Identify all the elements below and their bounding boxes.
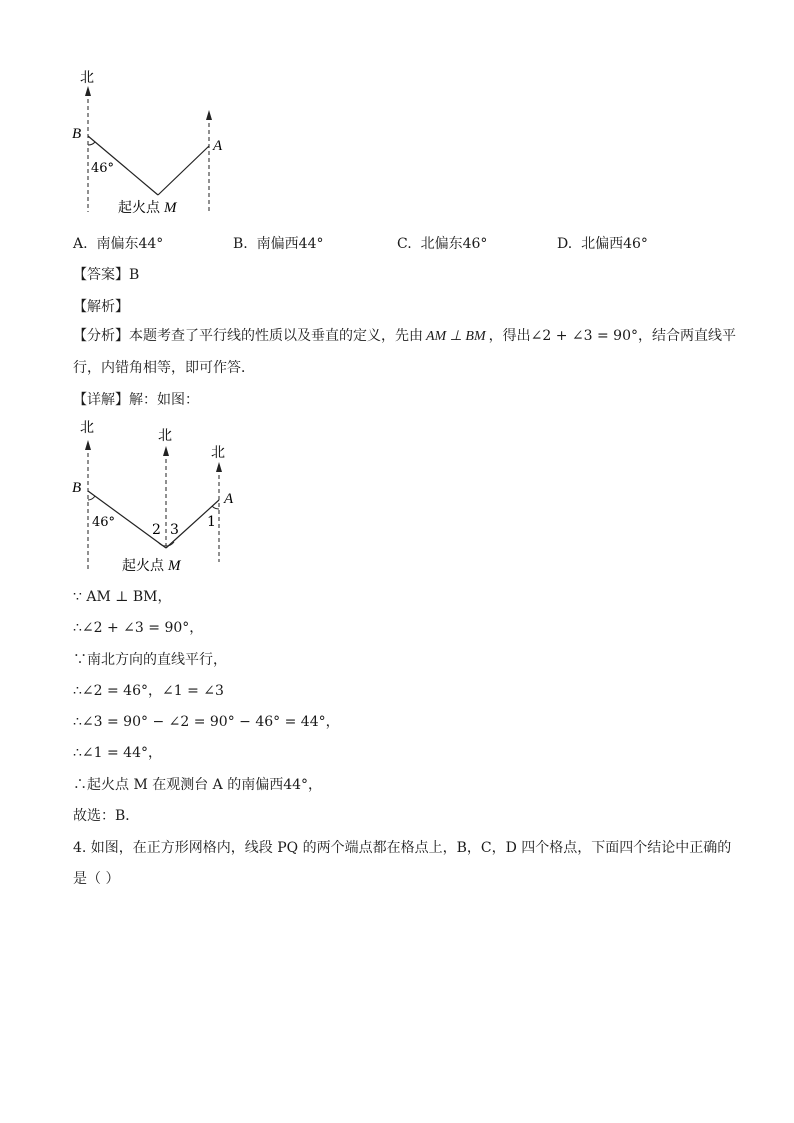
- point-b-label: B: [72, 480, 82, 496]
- answer-value: B: [129, 267, 140, 283]
- answer-line: [73, 264, 139, 284]
- option-letter: A.: [73, 236, 88, 252]
- arrow-head-a: [216, 462, 222, 472]
- angle-3-label: 3: [170, 522, 179, 538]
- option-a: [73, 233, 163, 253]
- north-label-a: 北: [211, 445, 225, 461]
- option-letter: D.: [557, 236, 573, 252]
- fenxi-line-2: 行，内错角相等，即可作答．: [73, 360, 255, 376]
- option-text: 南偏东44°: [96, 236, 164, 252]
- angle-label: 46°: [92, 515, 116, 530]
- question-4-line-2: 是（ ）: [73, 871, 120, 887]
- figure-2: [60, 412, 260, 582]
- option-letter: B.: [233, 236, 248, 252]
- angle-arc-b: [88, 496, 95, 500]
- question-4-line-1: 4. 如图，在正方形网格内，线段 PQ 的两个端点都在格点上，B，C，D 四个格点，下面四个结论中正确的: [73, 840, 732, 856]
- option-text: 北偏西46°: [581, 236, 648, 252]
- step-3: ∵南北方向的直线平行，: [73, 652, 227, 668]
- north-label-b: 北: [80, 420, 94, 436]
- origin-label: 起火点: [118, 200, 160, 216]
- answer-tag: 【答案】: [73, 267, 129, 283]
- angle-arc-a: [212, 506, 219, 509]
- fenxi-tag: 【分析】: [73, 328, 129, 344]
- arrow-head-a: [206, 110, 212, 120]
- detail-tag: 【详解】: [73, 392, 129, 408]
- option-d: [557, 233, 648, 253]
- step-8: 故选：B．: [73, 808, 140, 824]
- fenxi-line-1: [73, 326, 736, 347]
- point-b-label: B: [72, 126, 82, 142]
- origin-label: 起火点: [122, 558, 164, 574]
- angle-1-label: 1: [207, 514, 216, 530]
- fenxi-text-a: 本题考查了平行线的性质以及垂直的定义，先由: [129, 328, 423, 344]
- step-6: ∴∠1 = 44°，: [73, 745, 162, 761]
- option-c: [397, 233, 487, 253]
- fenxi-math: AM ⊥ BM: [426, 329, 486, 344]
- north-label-m: 北: [158, 428, 172, 444]
- detail-line: [73, 390, 199, 410]
- north-label: 北: [80, 70, 94, 86]
- arrow-head-b: [85, 86, 91, 96]
- step-7: ∴起火点 M 在观测台 A 的南偏西44°，: [73, 777, 323, 793]
- angle-label: 46°: [91, 161, 115, 176]
- step-5: ∴∠3 = 90° − ∠2 = 90° − 46° = 44°，: [73, 714, 340, 730]
- origin-point-label: M: [168, 558, 181, 574]
- point-a-label: A: [213, 138, 223, 154]
- detail-text: 解：如图：: [129, 392, 199, 408]
- arrow-head-m: [163, 446, 169, 456]
- step-4: ∴∠2 = 46°，∠1 = ∠3: [73, 683, 224, 699]
- option-text: 南偏西44°: [256, 236, 324, 252]
- arrow-head-b: [85, 440, 91, 450]
- step-1: ∵ AM ⊥ BM，: [73, 589, 172, 605]
- option-text: 北偏东46°: [420, 236, 488, 252]
- analysis-tag: 【解析】: [73, 299, 129, 315]
- fenxi-text-b: ，得出∠2 + ∠3 = 90°，结合两直线平: [488, 328, 736, 344]
- option-b: [233, 233, 323, 253]
- step-2: ∴∠2 + ∠3 = 90°，: [73, 620, 204, 636]
- angle-arc: [88, 142, 95, 145]
- origin-point-label: M: [164, 200, 177, 216]
- figure-1: [60, 62, 240, 222]
- segment-ma: [158, 146, 209, 195]
- point-a-label: A: [224, 491, 234, 507]
- angle-2-label: 2: [152, 522, 161, 538]
- option-letter: C.: [397, 236, 412, 252]
